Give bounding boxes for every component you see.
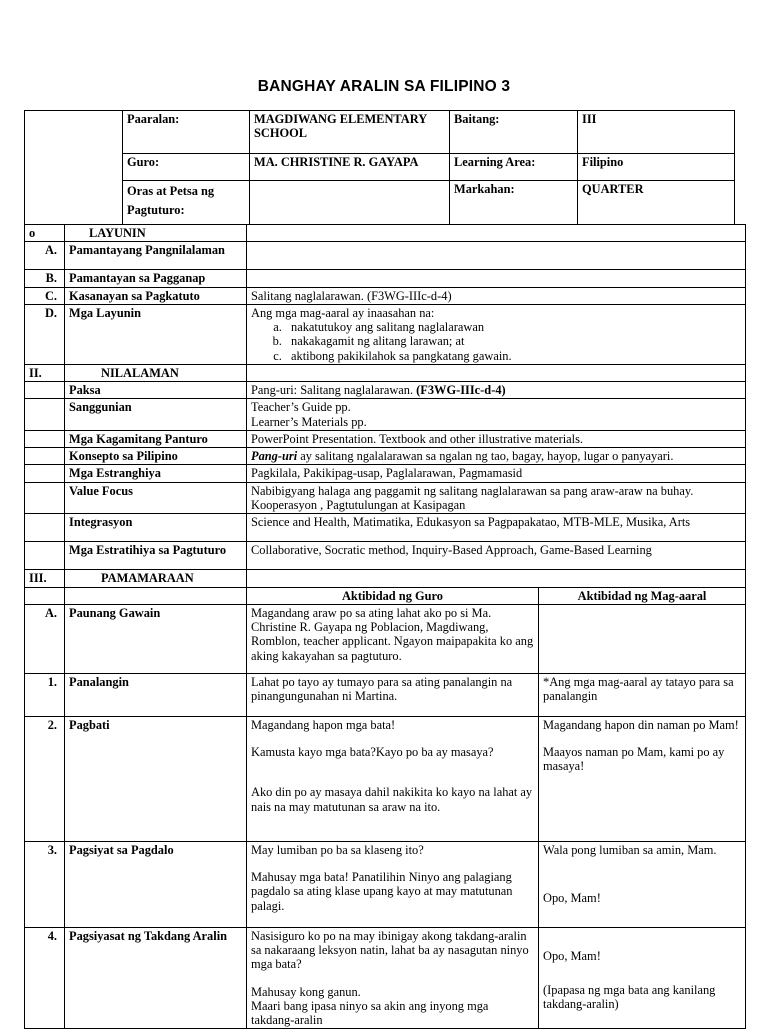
section-heading: LAYUNIN — [65, 225, 247, 242]
mag-aaral-activity — [539, 604, 746, 673]
markahan-value: QUARTER — [578, 181, 735, 225]
section-pamamaraan — [25, 570, 746, 587]
estratihiya-value: Collaborative, Socratic method, Inquiry-Based Approach, Game-Based Learning — [247, 542, 746, 570]
row-label: Konsepto sa Pilipino — [65, 448, 247, 465]
row-label: Mga Estratihiya sa Pagtuturo — [65, 542, 247, 570]
guro-activity: Magandang hapon mga bata! Kamusta kayo mga bata?Kayo po ba ay masaya? Ako din po ay masaya dahil nakikita ko kayo na lahat ay nais na may matutunan sa araw na ito. — [247, 716, 539, 841]
paaralan-value: MAGDIWANG ELEMENTARY SCHOOL — [250, 111, 450, 154]
column-header-row — [25, 587, 746, 604]
oras-value — [250, 181, 450, 225]
section-heading: PAMAMARAAN — [65, 570, 247, 587]
guro-activity: May lumiban po ba sa klaseng ito? Mahusay mga bata! Panatilihin Ninyo ang palagiang pagdalo sa ating klase upang kayo at may matutunan palagi. — [247, 841, 539, 927]
row-label: Pagbati — [65, 716, 247, 841]
table-row: D. Mga Layunin Ang mga mag-aaral ay inaasahan na: a. nakatutukoy ang salitang naglalarawan b. nakakagamit ng alitang larawan; at c. aktibong pakikilahok sa pangkatang gawain. — [25, 304, 746, 364]
learning-area-value: Filipino — [578, 154, 735, 181]
row-label: Mga Kagamitang Panturo — [65, 430, 247, 447]
mag-aaral-activity: Wala pong lumiban sa amin, Mam. Opo, Mam! — [539, 841, 746, 927]
table-row: 2. Pagbati Magandang hapon mga bata! Kamusta kayo mga bata?Kayo po ba ay masaya? Ako din po ay masaya dahil nakikita ko kayo na lahat ay nais na may matutunan sa araw na ito. Magandang hapon din naman po Mam! Maayos naman po Mam, kami po ay masaya! — [25, 716, 746, 841]
list-item: b. nakakagamit ng alitang larawan; at — [285, 334, 741, 348]
paaralan-label: Paaralan: — [123, 111, 250, 154]
konsepto-value: Pang-uri ay salitang ngalalarawan sa ngalan ng tao, bagay, hayop, lugar o panyayari. — [247, 448, 746, 465]
list-item: a. nakatutukoy ang salitang naglalarawan — [285, 320, 741, 334]
row-label: Pagsiyat sa Pagdalo — [65, 841, 247, 927]
mag-aaral-activity: *Ang mga mag-aaral ay tatayo para sa panalangin — [539, 673, 746, 716]
guro-activity: Nasisiguro ko po na may ibinigay akong takdang-aralin sa nakaraang leksyon natin, lahat ba ay nasagutan ninyo mga bata? Mahusay kong ganun. Maari bang ipasa ninyo sa akin ang inyong mga takdang-aralin — [247, 927, 539, 1029]
kasanayan-value: Salitang naglalarawan. (F3WG-IIIc-d-4) — [247, 287, 746, 304]
row-label: Sanggunian — [65, 399, 247, 431]
table-row: 3. Pagsiyat sa Pagdalo May lumiban po ba sa klaseng ito? Mahusay mga bata! Panatilihin Ninyo ang palagiang pagdalo sa ating klase upang kayo at may matutunan palagi. Wala pong lumiban sa amin, Mam. Opo, Mam! — [25, 841, 746, 927]
table-row: 1. Panalangin Lahat po tayo ay tumayo para sa ating panalangin na pinangungunahan ni Martina. *Ang mga mag-aaral ay tatayo para sa panalangin — [25, 673, 746, 716]
section-num: II. — [25, 364, 65, 381]
layunin-objectives: Ang mga mag-aaral ay inaasahan na: a. nakatutukoy ang salitang naglalarawan b. nakakagamit ng alitang larawan; at c. aktibong pakikilahok sa pangkatang gawain. — [247, 304, 746, 364]
row-label: Value Focus — [65, 482, 247, 514]
table-row: C. Kasanayan sa Pagkatuto Salitang naglalarawan. (F3WG-IIIc-d-4) — [25, 287, 746, 304]
row-label: Pagsiyasat ng Takdang Aralin — [65, 927, 247, 1029]
row-label: Mga Layunin — [65, 304, 247, 364]
header-blank-cell — [25, 111, 123, 225]
value-focus-value: Nabibigyang halaga ang paggamit ng salitang naglalarawan sa pang araw-araw na buhay. Kooperasyon , Pagtutulungan at Kasipagan — [247, 482, 746, 514]
row-label: Paksa — [65, 382, 247, 399]
table-row — [25, 482, 746, 514]
paksa-value: Pang-uri: Salitang naglalarawan. (F3WG-IIIc-d-4) — [247, 382, 746, 399]
col-header-mag-aaral: Aktibidad ng Mag-aaral — [539, 587, 746, 604]
row-label: Pamantayang Pangnilalaman — [65, 242, 247, 270]
row-label: Kasanayan sa Pagkatuto — [65, 287, 247, 304]
row-label: Mga Estranghiya — [65, 465, 247, 482]
table-row: 4. Pagsiyasat ng Takdang Aralin Nasisiguro ko po na may ibinigay akong takdang-aralin sa nakaraang leksyon natin, lahat ba ay nasagutan ninyo mga bata? Mahusay kong ganun. Maari bang ipasa ninyo sa akin ang inyong mga takdang-aralin Opo, Mam! (Ipapasa ng mga bata ang kanilang takdang-aralin) — [25, 927, 746, 1029]
section-nilalaman — [25, 364, 746, 381]
lesson-plan-table — [24, 224, 746, 1029]
guro-activity: Magandang araw po sa ating lahat ako po si Ma. Christine R. Gayapa ng Poblacion, Magdiwang, Romblon, teacher applicant. Ngayon maipapakita ko ang aking kakayahan sa pagtuturo. — [247, 604, 539, 673]
guro-label: Guro: — [123, 154, 250, 181]
page-title: BANGHAY ARALIN SA FILIPINO 3 — [257, 78, 511, 95]
header-table — [24, 110, 735, 225]
section-num: o — [25, 225, 65, 242]
mag-aaral-activity: Opo, Mam! (Ipapasa ng mga bata ang kanilang takdang-aralin) — [539, 927, 746, 1029]
table-row: A. Pamantayang Pangnilalaman — [25, 242, 746, 270]
table-row — [25, 514, 746, 542]
section-heading: NILALAMAN — [65, 364, 247, 381]
section-layunin — [25, 225, 746, 242]
baitang-label: Baitang: — [450, 111, 578, 154]
guro-value: MA. CHRISTINE R. GAYAPA — [250, 154, 450, 181]
estranghiya-value: Pagkilala, Pakikipag-usap, Paglalarawan, Pagmamasid — [247, 465, 746, 482]
col-header-guro: Aktibidad ng Guro — [247, 587, 539, 604]
table-row — [25, 430, 746, 447]
sanggunian-value: Teacher’s Guide pp. Learner’s Materials pp. — [247, 399, 746, 431]
learning-area-label: Learning Area: — [450, 154, 578, 181]
oras-label: Oras at Petsa ng Pagtuturo: — [123, 181, 250, 225]
objectives-list — [251, 320, 741, 363]
table-row: B. Pamantayan sa Pagganap — [25, 270, 746, 287]
integrasyon-value: Science and Health, Matimatika, Edukasyon sa Pagpapakatao, MTB-MLE, Musika, Arts — [247, 514, 746, 542]
table-row — [25, 542, 746, 570]
row-label: Panalangin — [65, 673, 247, 716]
kagamitan-value: PowerPoint Presentation. Textbook and other illustrative materials. — [247, 430, 746, 447]
baitang-value: III — [578, 111, 735, 154]
list-item: c. aktibong pakikilahok sa pangkatang gawain. — [285, 349, 741, 363]
row-label: Pamantayan sa Pagganap — [65, 270, 247, 287]
table-row — [25, 399, 746, 431]
table-row: A. Paunang Gawain Magandang araw po sa ating lahat ako po si Ma. Christine R. Gayapa ng Poblacion, Magdiwang, Romblon, teacher applicant. Ngayon maipapakita ko ang aking kakayahan sa pagtuturo. — [25, 604, 746, 673]
table-row — [25, 448, 746, 465]
table-row — [25, 382, 746, 399]
guro-activity: Lahat po tayo ay tumayo para sa ating panalangin na pinangungunahan ni Martina. — [247, 673, 539, 716]
table-row — [25, 465, 746, 482]
row-label: Paunang Gawain — [65, 604, 247, 673]
markahan-label: Markahan: — [450, 181, 578, 225]
section-num: III. — [25, 570, 65, 587]
row-label: Integrasyon — [65, 514, 247, 542]
mag-aaral-activity: Magandang hapon din naman po Mam! Maayos naman po Mam, kami po ay masaya! — [539, 716, 746, 841]
